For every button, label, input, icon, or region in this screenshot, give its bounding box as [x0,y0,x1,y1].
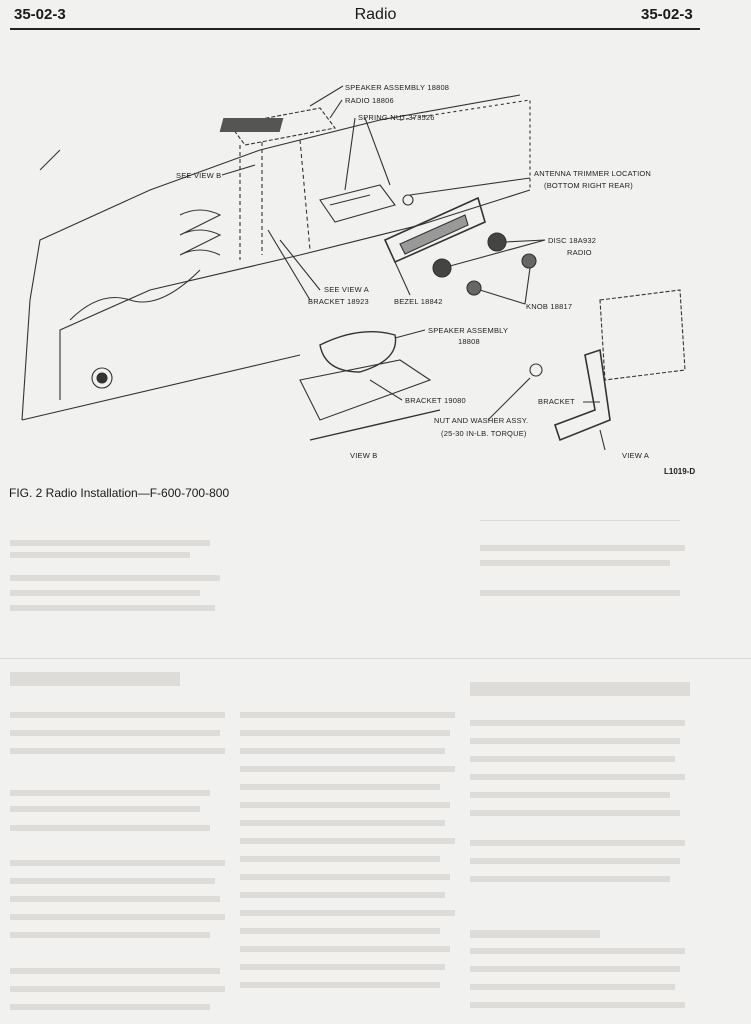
leader-knob [480,268,530,304]
radio-knob-top [403,195,413,205]
dash-left-edge [22,300,30,420]
label-speaker-assembly-mid-part: 18808 [458,337,480,346]
label-see-view-a: SEE VIEW A [324,285,369,294]
label-speaker-assembly-mid: SPEAKER ASSEMBLY [428,326,509,335]
label-nut-washer-torque: (25-30 IN-LB. TORQUE) [441,429,527,438]
leader-speaker [310,86,343,106]
knob-left [467,281,481,295]
label-radio-right: RADIO [567,248,592,257]
label-bracket-19080: BRACKET 19080 [405,396,466,405]
view-b-panel-edge [310,410,440,440]
knob-right [522,254,536,268]
label-view-a: VIEW A [622,451,650,460]
disc-left [433,259,451,277]
figure-reference-code: L1019-D [664,467,696,476]
leader-see-view-b [222,165,255,175]
label-radio-top: RADIO 18806 [345,96,394,105]
view-b-bracket [300,360,430,420]
page-title: Radio [354,6,397,23]
label-bracket: BRACKET [538,397,575,406]
label-see-view-b: SEE VIEW B [176,171,222,180]
label-nut-washer: NUT AND WASHER ASSY. [434,416,529,425]
radio-chassis-face [320,185,395,222]
bleed-through-texture [0,520,751,1024]
label-disc: DISC 18A932 [548,236,597,245]
view-a-bracket [555,350,610,440]
label-spring-nut: SPRING NUT 373526 [358,113,435,122]
label-bracket-18923: BRACKET 18923 [308,297,369,306]
leader-bracket-19080 [370,380,402,400]
label-antenna-trimmer-note: (BOTTOM RIGHT REAR) [544,181,633,190]
dash-frame-tick [40,150,60,170]
leader-bezel [395,262,410,295]
dash-bottom-line [22,355,300,420]
wire-harness [70,270,200,320]
leader-radio [330,100,342,118]
label-antenna-trimmer: ANTENNA TRIMMER LOCATION [534,169,652,178]
header-rule [10,28,700,30]
leader-nut-washer [488,378,530,420]
view-a-nut [530,364,542,376]
page-number-left: 35-02-3 [14,6,66,23]
view-a-stud [600,430,605,450]
leader-spring-nut [345,118,390,190]
disc-right [488,233,506,251]
ignition-switch-center [97,373,107,383]
leader-speaker-mid [395,330,425,338]
wire-coil-left [180,210,220,255]
bleed-through-rule [0,658,751,659]
figure-caption: FIG. 2 Radio Installation—F-600-700-800 [9,486,230,500]
label-speaker-assembly-top: SPEAKER ASSEMBLY 18808 [345,83,450,92]
leader-bracket-18923 [268,230,310,300]
radio-installation-diagram [0,60,751,490]
page-number-right: 35-02-3 [641,6,693,23]
leader-antenna [410,178,530,195]
label-bezel: BEZEL 18842 [394,297,443,306]
label-knob: KNOB 18817 [526,302,573,311]
view-b-speaker [320,332,396,372]
view-a-radio-housing [600,290,685,380]
label-view-b: VIEW B [350,451,378,460]
top-speaker-grille [220,118,284,132]
